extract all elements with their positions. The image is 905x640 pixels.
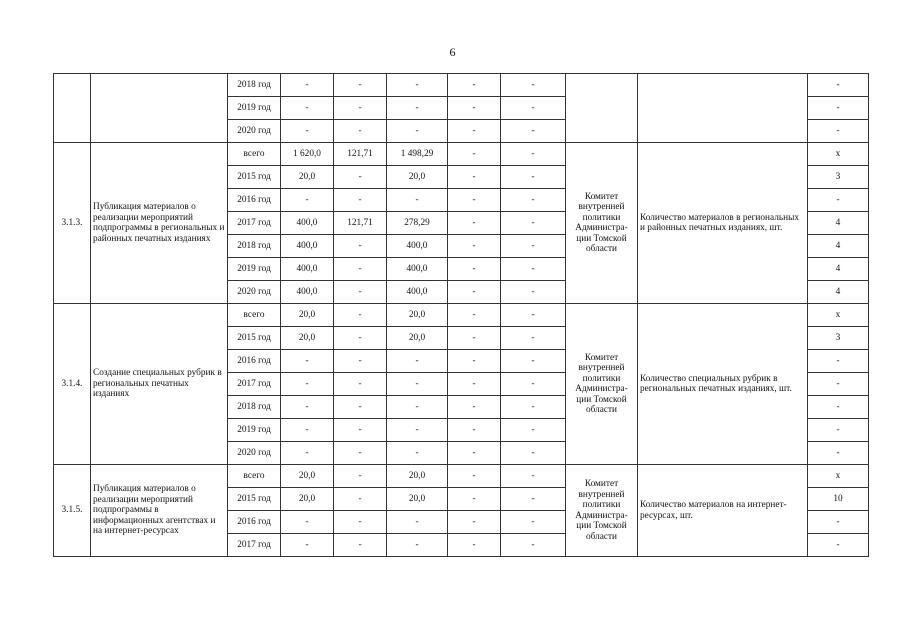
cell-regional: 400,0	[387, 258, 448, 281]
cell-indicator-value: х	[808, 143, 869, 166]
cell-extra: -	[501, 350, 566, 373]
cell-indicator: Количество материалов в региональных и районных печатных изданиях, шт.	[638, 143, 808, 304]
cell-local: -	[448, 120, 501, 143]
cell-extra: -	[501, 120, 566, 143]
cell-indicator-value: -	[808, 396, 869, 419]
cell-total: 20,0	[281, 327, 334, 350]
cell-indicator: Количество специальных рубрик в региональных печатных изданиях, шт.	[638, 304, 808, 465]
cell-period: 2015 год	[228, 488, 281, 511]
page-number: 6	[449, 45, 456, 59]
cell-federal: -	[334, 465, 387, 488]
cell-local: -	[448, 258, 501, 281]
cell-indicator-value: -	[808, 419, 869, 442]
cell-federal: -	[334, 350, 387, 373]
cell-regional: 20,0	[387, 465, 448, 488]
cell-regional: 400,0	[387, 235, 448, 258]
cell-total: -	[281, 396, 334, 419]
cell-extra: -	[501, 281, 566, 304]
cell-federal: -	[334, 511, 387, 534]
cell-local: -	[448, 281, 501, 304]
cell-local: -	[448, 534, 501, 557]
cell-local: -	[448, 304, 501, 327]
cell-extra: -	[501, 143, 566, 166]
cell-regional: -	[387, 120, 448, 143]
cell-federal: -	[334, 327, 387, 350]
cell-period: 2018 год	[228, 235, 281, 258]
cell-indicator-value: х	[808, 465, 869, 488]
cell-name: Публикация материалов о реализации мероприятий подпрограммы в региональных и районных печатных изданиях	[91, 143, 228, 304]
cell-indicator-value: -	[808, 442, 869, 465]
cell-period: 2020 год	[228, 281, 281, 304]
cell-total: 1 620,0	[281, 143, 334, 166]
cell-period: 2017 год	[228, 373, 281, 396]
cell-period: 2018 год	[228, 74, 281, 97]
cell-extra: -	[501, 304, 566, 327]
table-body	[54, 74, 869, 557]
cell-total: 20,0	[281, 488, 334, 511]
cell-total: 20,0	[281, 304, 334, 327]
cell-regional: -	[387, 373, 448, 396]
cell-local: -	[448, 166, 501, 189]
cell-local: -	[448, 465, 501, 488]
cell-total: -	[281, 350, 334, 373]
cell-regional: -	[387, 97, 448, 120]
cell-period: 2017 год	[228, 212, 281, 235]
cell-extra: -	[501, 189, 566, 212]
cell-regional: -	[387, 511, 448, 534]
cell-extra: -	[501, 212, 566, 235]
cell-total: -	[281, 97, 334, 120]
cell-total: 20,0	[281, 166, 334, 189]
cell-period: 2017 год	[228, 534, 281, 557]
cell-total: 20,0	[281, 465, 334, 488]
cell-name: Создание специальных рубрик в региональных печатных изданиях	[91, 304, 228, 465]
table-row	[54, 304, 869, 327]
cell-federal: -	[334, 534, 387, 557]
cell-total: -	[281, 442, 334, 465]
cell-total: -	[281, 373, 334, 396]
cell-regional: 20,0	[387, 488, 448, 511]
table-row	[54, 465, 869, 488]
cell-period: 2015 год	[228, 327, 281, 350]
cell-indicator-value: 3	[808, 327, 869, 350]
cell-regional: -	[387, 442, 448, 465]
cell-regional: 278,29	[387, 212, 448, 235]
cell-local: -	[448, 488, 501, 511]
cell-indicator-value: -	[808, 373, 869, 396]
cell-executor-empty	[566, 74, 638, 143]
cell-federal: -	[334, 488, 387, 511]
cell-total: -	[281, 120, 334, 143]
cell-federal: -	[334, 235, 387, 258]
cell-extra: -	[501, 534, 566, 557]
cell-name-empty	[91, 74, 228, 143]
cell-extra: -	[501, 465, 566, 488]
cell-total: -	[281, 511, 334, 534]
cell-total: 400,0	[281, 212, 334, 235]
cell-extra: -	[501, 419, 566, 442]
cell-local: -	[448, 396, 501, 419]
cell-total: -	[281, 534, 334, 557]
cell-regional: -	[387, 74, 448, 97]
cell-name: Публикация материалов о реализации мероприятий подпрограммы в информационных агентствах и на интернет-ресурсах	[91, 465, 228, 557]
cell-federal: -	[334, 442, 387, 465]
cell-local: -	[448, 350, 501, 373]
cell-regional: -	[387, 189, 448, 212]
cell-federal: 121,71	[334, 212, 387, 235]
cell-regional: -	[387, 419, 448, 442]
cell-federal: -	[334, 120, 387, 143]
cell-code: 3.1.5.	[54, 465, 91, 557]
cell-extra: -	[501, 327, 566, 350]
budget-table	[53, 73, 869, 557]
cell-federal: -	[334, 281, 387, 304]
cell-total: 400,0	[281, 281, 334, 304]
cell-indicator-value: -	[808, 120, 869, 143]
cell-federal: -	[334, 419, 387, 442]
cell-indicator-value: -	[808, 189, 869, 212]
cell-indicator-value: -	[808, 511, 869, 534]
cell-indicator-value: 3	[808, 166, 869, 189]
cell-extra: -	[501, 235, 566, 258]
cell-federal: -	[334, 97, 387, 120]
cell-executor: Комитет внутренней политики Администра-ции Томской области	[566, 304, 638, 465]
cell-extra: -	[501, 166, 566, 189]
cell-period: всего	[228, 143, 281, 166]
cell-period: 2020 год	[228, 442, 281, 465]
cell-extra: -	[501, 442, 566, 465]
cell-indicator-value: 4	[808, 235, 869, 258]
cell-local: -	[448, 212, 501, 235]
cell-local: -	[448, 74, 501, 97]
cell-executor: Комитет внутренней политики Администра-ции Томской области	[566, 143, 638, 304]
cell-federal: -	[334, 166, 387, 189]
cell-extra: -	[501, 373, 566, 396]
cell-executor: Комитет внутренней политики Администра-ции Томской области	[566, 465, 638, 557]
cell-code: 3.1.4.	[54, 304, 91, 465]
cell-indicator-value: -	[808, 350, 869, 373]
cell-regional: -	[387, 350, 448, 373]
cell-regional: -	[387, 534, 448, 557]
cell-local: -	[448, 442, 501, 465]
cell-period: 2019 год	[228, 419, 281, 442]
cell-indicator-value: 4	[808, 212, 869, 235]
cell-indicator-empty	[638, 74, 808, 143]
cell-regional: 20,0	[387, 304, 448, 327]
cell-code-empty	[54, 74, 91, 143]
cell-regional: 400,0	[387, 281, 448, 304]
cell-local: -	[448, 189, 501, 212]
cell-regional: 1 498,29	[387, 143, 448, 166]
cell-period: 2019 год	[228, 97, 281, 120]
cell-local: -	[448, 373, 501, 396]
cell-total: -	[281, 419, 334, 442]
cell-extra: -	[501, 488, 566, 511]
cell-regional: 20,0	[387, 327, 448, 350]
cell-local: -	[448, 143, 501, 166]
cell-local: -	[448, 511, 501, 534]
table-row	[54, 143, 869, 166]
cell-period: 2016 год	[228, 511, 281, 534]
cell-period: всего	[228, 465, 281, 488]
cell-federal: -	[334, 304, 387, 327]
cell-period: 2015 год	[228, 166, 281, 189]
cell-indicator-value: -	[808, 97, 869, 120]
cell-total: -	[281, 189, 334, 212]
cell-federal: -	[334, 74, 387, 97]
cell-extra: -	[501, 396, 566, 419]
cell-period: 2016 год	[228, 189, 281, 212]
cell-indicator-value: 4	[808, 258, 869, 281]
cell-local: -	[448, 235, 501, 258]
cell-extra: -	[501, 74, 566, 97]
cell-period: 2016 год	[228, 350, 281, 373]
cell-period: 2020 год	[228, 120, 281, 143]
cell-period: 2018 год	[228, 396, 281, 419]
cell-indicator-value: х	[808, 304, 869, 327]
cell-federal: -	[334, 396, 387, 419]
cell-total: -	[281, 74, 334, 97]
cell-code: 3.1.3.	[54, 143, 91, 304]
cell-indicator-value: -	[808, 74, 869, 97]
table-row	[54, 74, 869, 97]
cell-local: -	[448, 419, 501, 442]
cell-federal: -	[334, 189, 387, 212]
cell-local: -	[448, 97, 501, 120]
cell-local: -	[448, 327, 501, 350]
cell-federal: -	[334, 258, 387, 281]
cell-indicator-value: 4	[808, 281, 869, 304]
cell-indicator-value: 10	[808, 488, 869, 511]
cell-federal: -	[334, 373, 387, 396]
cell-period: всего	[228, 304, 281, 327]
cell-period: 2019 год	[228, 258, 281, 281]
cell-regional: -	[387, 396, 448, 419]
cell-federal: 121,71	[334, 143, 387, 166]
cell-regional: 20,0	[387, 166, 448, 189]
cell-indicator: Количество материалов на интернет-ресурсах, шт.	[638, 465, 808, 557]
cell-total: 400,0	[281, 258, 334, 281]
cell-indicator-value: -	[808, 534, 869, 557]
cell-extra: -	[501, 511, 566, 534]
cell-extra: -	[501, 97, 566, 120]
cell-extra: -	[501, 258, 566, 281]
cell-total: 400,0	[281, 235, 334, 258]
